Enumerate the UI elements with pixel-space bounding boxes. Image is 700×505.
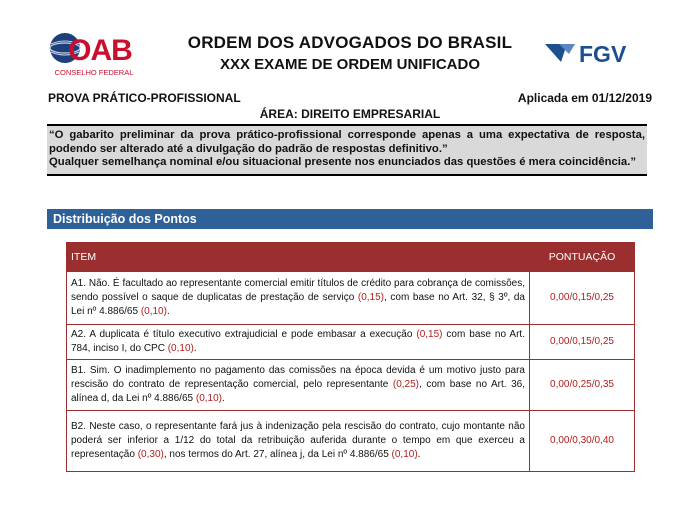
item-cell — [67, 325, 530, 360]
exam-title: XXX EXAME DE ORDEM UNIFICADO — [219, 56, 481, 73]
item-text: A1. Não. É facultado ao representante comercial emitir títulos de crédito para cobrança de comissões, sendo possível o saque de duplicatas de prestação de serviço — [71, 278, 525, 303]
item-text: , nos termos do Art. 27, alínea j, da Lei nº 4.886/65 — [163, 449, 392, 460]
item-text: . — [222, 393, 225, 404]
item-text: B1. Sim. O inadimplemento no pagamento das comissões na época devida é um motivo justo para rescisão do contrato de representação comercial, pelo representante — [71, 365, 525, 390]
section-header: Distribuição dos Pontos — [47, 209, 653, 229]
score-cell: 0,00/0,15/0,25 — [530, 272, 635, 325]
item-text: . — [417, 449, 421, 460]
table-row — [67, 272, 635, 325]
item-text: . — [166, 306, 170, 317]
svg-text:FGV: FGV — [579, 41, 627, 66]
item-text: , com base no Art. 36, alínea d, da Lei nº 4.886/65 — [71, 379, 525, 404]
item-score-ref: (0,10) — [195, 393, 222, 404]
column-header-points: PONTUAÇÃO — [530, 243, 635, 272]
item-score-ref: (0,15) — [357, 292, 385, 303]
score-cell: 0,00/0,30/0,40 — [530, 411, 635, 472]
item-text: A2. A duplicata é título executivo extrajudicial e pode embasar a execução — [71, 329, 417, 340]
org-title: ORDEM DOS ADVOGADOS DO BRASIL — [187, 33, 513, 52]
disclaimer-line: Qualquer semelhança nominal e/ou situacional presente nos enunciados das questões é mera coincidência.” — [49, 156, 636, 168]
item-text: B2. Neste caso, o representante fará jus à indenização pela rescisão do contrato, cujo montante não poderá ser inferior a 1/12 do total da retribuição auferida durante o tempo em que exerceu a representação — [71, 421, 525, 460]
item-cell — [67, 272, 530, 325]
item-score-ref: (0,15) — [416, 329, 443, 340]
points-table — [66, 242, 635, 472]
applied-date: Aplicada em 01/12/2019 — [517, 91, 652, 105]
item-score-ref: (0,10) — [391, 449, 418, 460]
item-score-ref: (0,25) — [392, 379, 420, 390]
item-score-ref: (0,10) — [167, 343, 194, 354]
item-text: , com base no Art. 32, § 3º, da Lei nº 4.886/65 — [71, 292, 525, 317]
table-row — [67, 325, 635, 360]
prova-label: PROVA PRÁTICO-PROFISSIONAL — [48, 91, 241, 105]
table-row — [67, 360, 635, 411]
score-cell: 0,00/0,15/0,25 — [530, 325, 635, 360]
score-cell: 0,00/0,25/0,35 — [530, 360, 635, 411]
item-score-ref: (0,10) — [140, 306, 167, 317]
disclaimer-line: podendo ser alterado até a divulgação do padrão de respostas definitivo.” — [49, 142, 448, 155]
disclaimer-line: “O gabarito preliminar da prova prático-profissional corresponde apenas a uma expectativa de resposta, — [49, 129, 645, 141]
table-header-row — [67, 243, 635, 272]
fgv-logo — [545, 40, 655, 66]
svg-text:CONSELHO FEDERAL: CONSELHO FEDERAL — [54, 68, 134, 77]
disclaimer-box — [47, 124, 647, 176]
item-score-ref: (0,30) — [137, 449, 164, 460]
area-label: ÁREA: DIREITO EMPRESARIAL — [259, 107, 441, 121]
column-header-item: ITEM — [67, 243, 530, 272]
item-cell — [67, 411, 530, 472]
item-text: . — [193, 343, 197, 354]
item-cell — [67, 360, 530, 411]
item-text: com base no Art. 784, inciso I, do CPC — [71, 329, 525, 354]
table-row — [67, 411, 635, 472]
svg-text:OAB: OAB — [68, 34, 132, 67]
